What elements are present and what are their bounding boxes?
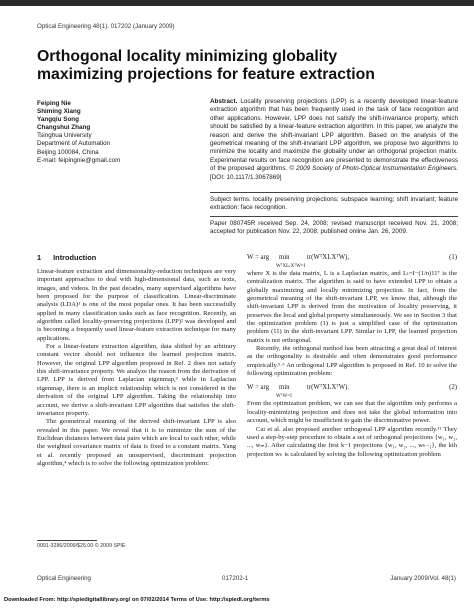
paragraph: Linear-feature extraction and dimensionality-reduction techniques are very important approaches to deal with high-dimensional data, such as texts, images, and videos. In the past decades, many supervised algorithms have been proposed for the purpose of classification. Linear-discriminate analysis (LDA)¹ is one of the most popular ones. It has been successfully applied in many classification tasks such as face recognition. Recently, an algorithm called locality-preserving projections (LPP)² was developed and is becoming a frequently used linear-feature extraction technique for many applications. bbox=[37, 268, 236, 342]
equation-constraint: WᵀW=I bbox=[276, 394, 292, 400]
abstract-divider bbox=[210, 192, 458, 193]
paragraph: Recently, the orthogonal method has been attracting a great deal of interest as the orthogonality is desirable and often demonstrates good performance empirically.⁵·⁶ An orthogonal LPP algorithm is proposed in Ref. 10 to solve the following optimization problem: bbox=[247, 345, 457, 378]
equation-2 bbox=[247, 382, 457, 400]
paragraph: where X is the data matrix, L is a Laplacian matrix, and Lₜ=I−(1/n)11ᵀ is the centralization matrix. The algorithm is said to have extended LPP to obtain a globally maximizing and locally minimizing projection. In fact, from the geometrical meaning of the shift-invariant LPP, we know that, although the shift-invariant LPP is derived from the motivation of locality preserving, it preserves the local and global property simultaneously. We see in Section 3 that the optimization problem (1) is just a simplified case of the optimization problem (11) in the shift-invariant LPP. Similar to LPP, the learned projection matrix is not orthogonal. bbox=[247, 270, 457, 344]
equation-number: (1) bbox=[449, 254, 457, 261]
equation-constraint: WᵀXLₜXᵀW=I bbox=[276, 264, 306, 269]
section-title: Introduction bbox=[53, 253, 97, 262]
paper-history: Paper 080745R received Sep. 24, 2008; revised manuscript received Nov. 21, 2008; accepted for publication Nov. 22, 2008; published online Jan. 26, 2009. bbox=[210, 220, 458, 236]
footnote: 0091-3286/2009/$25.00 © 2009 SPIE bbox=[37, 543, 126, 549]
author-name: Shiming Xiang bbox=[37, 108, 81, 116]
running-head: Optical Engineering 48(1), 017202 (January 2009) bbox=[37, 23, 175, 30]
left-column bbox=[37, 268, 236, 468]
abstract-doi: [DOI: 10.1117/1.3067869] bbox=[210, 173, 282, 181]
paragraph: For a linear-feature extraction algorithm, data shifted by an arbitrary constant vector should not influence the learned projection matrix. However, the original LPP algorithm proposed in Ref. 2 does not satisfy this shift-invariance property. We analyze the reason from the derivation of LPP. LPP is derived from Laplacian eigenmap,³ while in Laplacian eigenmap, there is an implicit relationship which is not considered in the derivation of the original LPP algorithm. Taking the relationship into account, we derive a shift-invariant LPP algorithm that satisfies the shift-invariance property. bbox=[37, 343, 236, 417]
title-line-2: maximizing projections for feature extraction bbox=[37, 66, 375, 83]
abstract bbox=[210, 98, 458, 182]
section-number: 1 bbox=[37, 253, 42, 262]
footer-journal: Optical Engineering bbox=[37, 575, 92, 582]
author-name: Changshui Zhang bbox=[37, 124, 91, 132]
equation-body: tr(WᵀXLXᵀW). bbox=[307, 384, 350, 392]
subject-terms: Subject terms: locality preserving projections; subspace learning; shift invariant; feature extraction; face recognition. bbox=[210, 196, 458, 212]
affiliation-line: Beijing 100084, China bbox=[37, 148, 99, 156]
paper-title bbox=[37, 48, 447, 84]
equation-operator: min bbox=[279, 384, 290, 392]
paragraph: From the optimization problem, we can see that the algorithm only performs a locality-minimizing projection and does not take the global information into account, which might be insufficient to gain the discriminative power. bbox=[247, 400, 457, 425]
affiliation-line: Department of Automation bbox=[37, 140, 111, 148]
equation-lhs: W = arg bbox=[247, 254, 270, 261]
abstract-copyright: © 2009 Society of Photo-Optical Instrumentation Engineers. bbox=[289, 165, 459, 173]
title-line-1: Orthogonal locality minimizing globality bbox=[37, 48, 338, 65]
affiliation-line: Tsinghua University bbox=[37, 132, 92, 140]
paragraph: The geometrical meaning of the derived shift-invariant LPP is also revealed in this paper. We reveal that it is to minimize the sum of the Euclidean distances between data pairs which are local to each other, while the weighted covariance matrix of data is fixed to a constant matrix. Yang et al. recently proposed an unsupervised, discriminant projection algorithm,⁴ which is to solve the following optimization problem: bbox=[37, 418, 236, 467]
footnote-rule bbox=[37, 540, 97, 541]
author-name: Yangqiu Song bbox=[37, 116, 79, 124]
section-heading bbox=[37, 253, 96, 262]
equation-operator: min bbox=[279, 254, 290, 261]
equation-body: tr(WᵀXLXᵀW), bbox=[307, 254, 350, 261]
top-rule bbox=[0, 0, 474, 6]
equation-number: (2) bbox=[449, 384, 457, 392]
paragraph: Cai et al. also proposed another orthogonal LPP algorithm recently.¹¹ They used a step-by-step procedure to obtain a set of orthogonal projections {w₁, w₂, ..., wₘ}. After calculating the first k−1 projections {w₁, w₂, ..., wₖ₋₁}, the kth projection wₖ is calculated by solving the following optimization problem bbox=[247, 425, 457, 458]
author-name: Feiping Nie bbox=[37, 100, 71, 107]
subject-divider bbox=[210, 216, 458, 217]
footer-page-id: 017202-1 bbox=[222, 575, 249, 582]
download-notice[interactable]: Downloaded From: http://spiedigitallibrary.org/ on 07/02/2014 Terms of Use: http://spiedl.org/terms bbox=[4, 597, 270, 603]
author-email: E-mail: feipingnie@gmail.com bbox=[37, 156, 121, 164]
right-column bbox=[247, 252, 457, 459]
abstract-label: Abstract. bbox=[210, 98, 238, 105]
equation-1 bbox=[247, 252, 457, 270]
footer-issue: January 2009/Vol. 48(1) bbox=[390, 575, 456, 582]
equation-lhs: W = arg bbox=[247, 384, 270, 392]
author-block bbox=[37, 100, 197, 165]
abstract-text: Locality preserving projections (LPP) is a recently developed linear-feature extraction algorithm that has been frequently used in the task of face recognition and other applications. However, LPP does not satisfy the shift-invariance property, which should be satisfied by a linear-feature extraction algorithm. In this paper, we analyze the reason and derive the shift-invariant LPP algorithm. Based on the analysis of the geometrical meaning of the shift-invariant LPP algorithm, we propose two algorithms to minimize the locality and maximize the globality under an orthogonal projection matrix. Experimental results on face recognition are presented to demonstrate the effectiveness of the proposed algorithms. bbox=[210, 98, 458, 173]
